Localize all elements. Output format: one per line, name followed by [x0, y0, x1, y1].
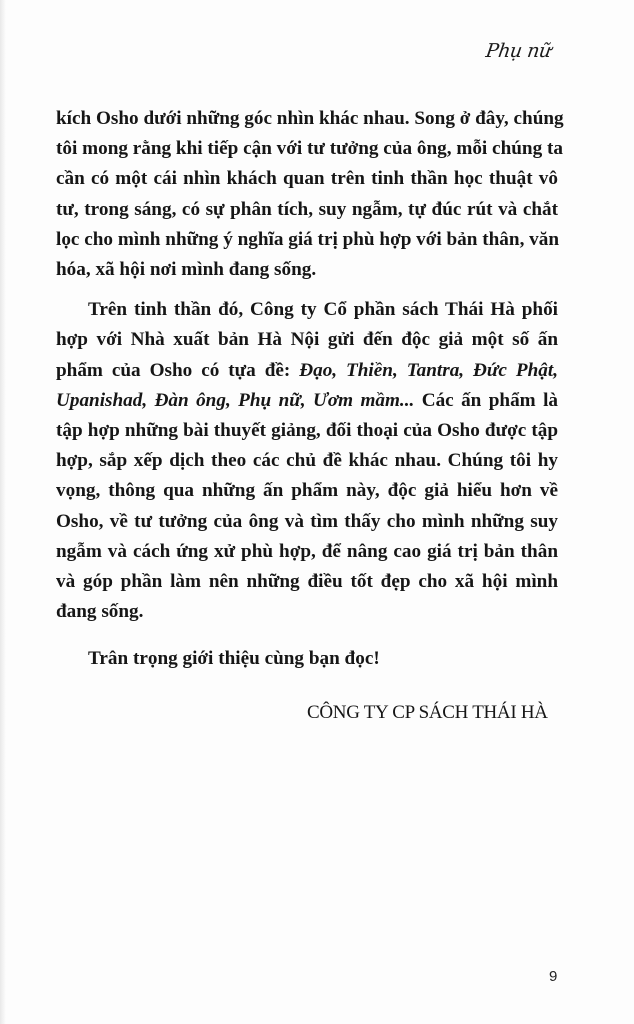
text-line: cần có một cái nhìn khách quan trên tinh thần học thuật vô — [56, 168, 558, 190]
paragraph-1 — [56, 104, 564, 285]
text-line: đang sống. — [56, 601, 144, 623]
text-line: lọc cho mình những ý nghĩa giá trị phù hợp với bản thân, văn — [56, 228, 560, 250]
text-line: tôi mong rằng khi tiếp cận với tư tưởng của ông, mỗi chúng ta — [56, 138, 563, 160]
text-line: tập hợp những bài thuyết giảng, đối thoại của Osho được tập — [56, 420, 558, 442]
page-edge-shadow — [0, 0, 6, 1024]
book-titles-italic: Upanishad, Đàn ông, Phụ nữ, Ươm mầm... — [56, 389, 415, 411]
publisher-signature: CÔNG TY CP SÁCH THÁI HÀ — [307, 702, 548, 723]
body-text — [56, 104, 564, 627]
text-line — [56, 356, 558, 386]
running-head-title: Phụ nữ — [484, 40, 553, 62]
text-line: kích Osho dưới những góc nhìn khác nhau. Song ở đây, chúng — [56, 108, 564, 129]
paragraph-2 — [56, 295, 558, 627]
text-line: hợp với Nhà xuất bản Hà Nội gửi đến độc giả một số ấn — [56, 329, 558, 351]
text-line: ngẫm và cách ứng xử phù hợp, để nâng cao giá trị bản thân — [56, 540, 558, 562]
text-line: và góp phần làm nên những điều tốt đẹp cho xã hội mình — [56, 571, 558, 593]
text-line: tư, trong sáng, có sự phân tích, suy ngẫm, tự đúc rút và chắt — [56, 198, 558, 220]
text-line: hợp, sắp xếp dịch theo các chủ đề khác nhau. Chúng tôi hy — [56, 450, 558, 472]
text-line: Osho, về tư tưởng của ông và tìm thấy cho mình những suy — [56, 510, 558, 532]
closing-greeting: Trân trọng giới thiệu cùng bạn đọc! — [88, 648, 380, 669]
text-run: Các ấn phẩm là — [414, 389, 558, 411]
text-run: phẩm của Osho có tựa đề: — [56, 359, 300, 381]
text-line: vọng, thông qua những ấn phẩm này, độc giả hiểu hơn về — [56, 480, 558, 502]
text-line — [56, 386, 558, 416]
book-titles-italic: Đạo, Thiền, Tantra, Đức Phật, — [299, 359, 558, 381]
text-line: Trên tinh thần đó, Công ty Cổ phần sách Thái Hà phối — [88, 299, 558, 321]
page-number: 9 — [549, 968, 558, 985]
text-line: hóa, xã hội nơi mình đang sống. — [56, 259, 317, 281]
